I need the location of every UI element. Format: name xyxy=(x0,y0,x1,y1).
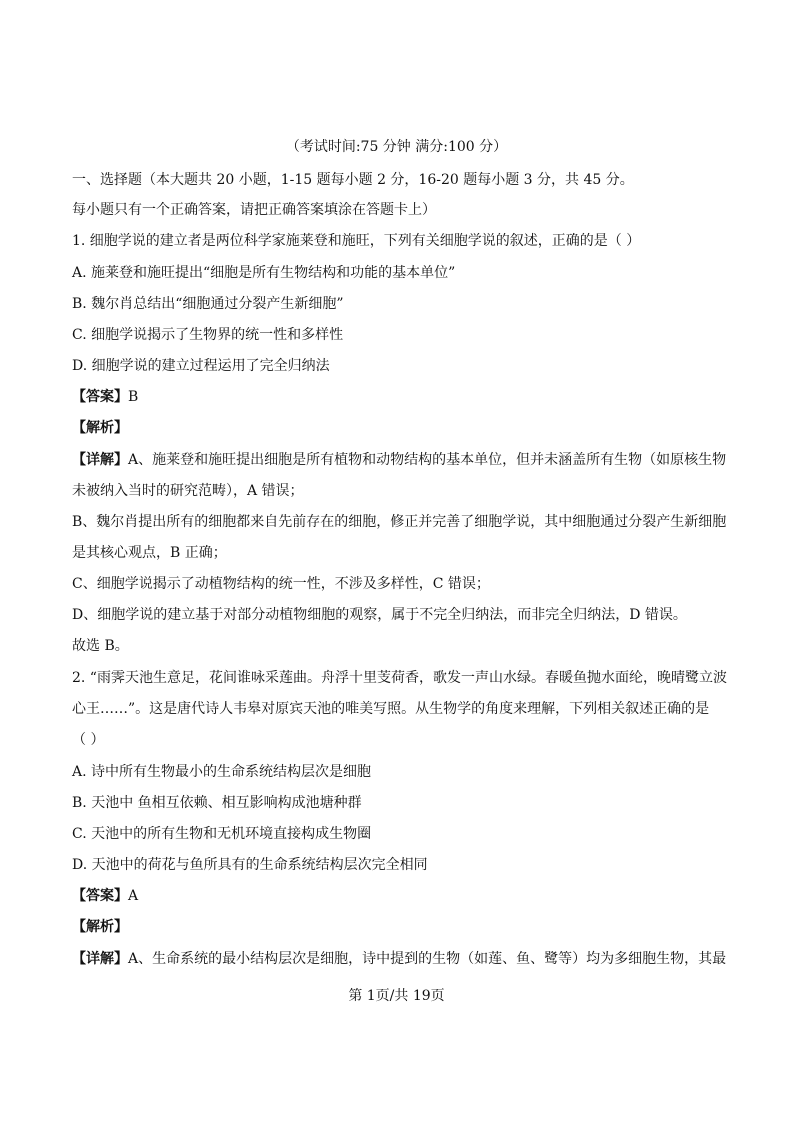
question-2-answer xyxy=(72,886,138,906)
question-1-detail-line-3: B、魏尔肖提出所有的细胞都来自先前存在的细胞，修正并完善了细胞学说，其中细胞通过分裂产生新细胞 xyxy=(72,514,727,530)
question-1-option-b: B. 魏尔肖总结出“细胞通过分裂产生新细胞” xyxy=(72,296,344,312)
question-1-option-d: D. 细胞学说的建立过程运用了完全归纳法 xyxy=(72,358,330,374)
question-1-option-a: A. 施莱登和施旺提出“细胞是所有生物结构和功能的基本单位” xyxy=(72,265,456,281)
question-1-detail-line-6: D、细胞学说的建立基于对部分动植物细胞的观察，属于不完全归纳法，而非完全归纳法，D 错误。 xyxy=(72,607,687,623)
section-title-line-1: 一、选择题（本大题共 20 小题，1-15 题每小题 2 分，16-20 题每小题 3 分，共 45 分。 xyxy=(72,172,634,188)
exam-info: （考试时间:75 分钟 满分:100 分） xyxy=(285,139,508,155)
question-1-detail-line-2: 未被纳入当时的研究范畴），A 错误； xyxy=(72,483,304,499)
question-2-analysis-label: 【解析】 xyxy=(72,919,128,935)
answer-value: B xyxy=(128,389,139,405)
question-2-stem-line-3: （ ） xyxy=(72,732,105,748)
question-1-stem: 1. 细胞学说的建立者是两位科学家施莱登和施旺，下列有关细胞学说的叙述，正确的是（ ） xyxy=(72,233,641,249)
page-footer: 第 1页/共 19页 xyxy=(348,988,445,1004)
detail-label: 【详解】 xyxy=(72,452,128,468)
question-1-answer xyxy=(72,387,138,407)
detail-label: 【详解】 xyxy=(72,951,128,967)
answer-label: 【答案】 xyxy=(72,888,128,904)
question-2-stem-line-1: 2. “雨霁天池生意足，花间谁咏采莲曲。舟浮十里芰荷香，歌发一声山水绿。春暖鱼抛水面纶，晚晴鹭立波 xyxy=(72,670,727,686)
question-2-option-d: D. 天池中的荷花与鱼所具有的生命系统结构层次完全相同 xyxy=(72,857,428,873)
answer-value: A xyxy=(128,888,139,904)
question-1-detail-line-5: C、细胞学说揭示了动植物结构的统一性，不涉及多样性，C 错误； xyxy=(72,576,490,592)
question-2-option-b: B. 天池中 鱼相互依赖、相互影响构成池塘种群 xyxy=(72,795,362,811)
question-2-option-c: C. 天池中的所有生物和无机环境直接构成生物圈 xyxy=(72,826,372,842)
question-2-stem-line-2: 心王……”。这是唐代诗人韦皋对原宾天池的唯美写照。从生物学的角度来理解，下列相关叙述正确的是 xyxy=(72,701,710,717)
detail-text: A、生命系统的最小结构层次是细胞，诗中提到的生物（如莲、鱼、鹭等）均为多细胞生物，其最 xyxy=(128,951,727,967)
question-2-detail-line-1 xyxy=(72,949,726,969)
detail-text: A、施莱登和施旺提出细胞是所有植物和动物结构的基本单位，但并未涵盖所有生物（如原核生物 xyxy=(128,452,727,468)
question-1-detail-line-4: 是其核心观点，B 正确； xyxy=(72,545,227,561)
question-1-detail-line-1 xyxy=(72,450,726,470)
question-1-analysis-label: 【解析】 xyxy=(72,420,128,436)
section-title-line-2: 每小题只有一个正确答案，请把正确答案填涂在答题卡上） xyxy=(72,202,436,218)
answer-label: 【答案】 xyxy=(72,389,128,405)
question-1-conclusion: 故选 B。 xyxy=(72,638,129,654)
question-2-option-a: A. 诗中所有生物最小的生命系统结构层次是细胞 xyxy=(72,764,372,780)
question-1-option-c: C. 细胞学说揭示了生物界的统一性和多样性 xyxy=(72,327,344,343)
